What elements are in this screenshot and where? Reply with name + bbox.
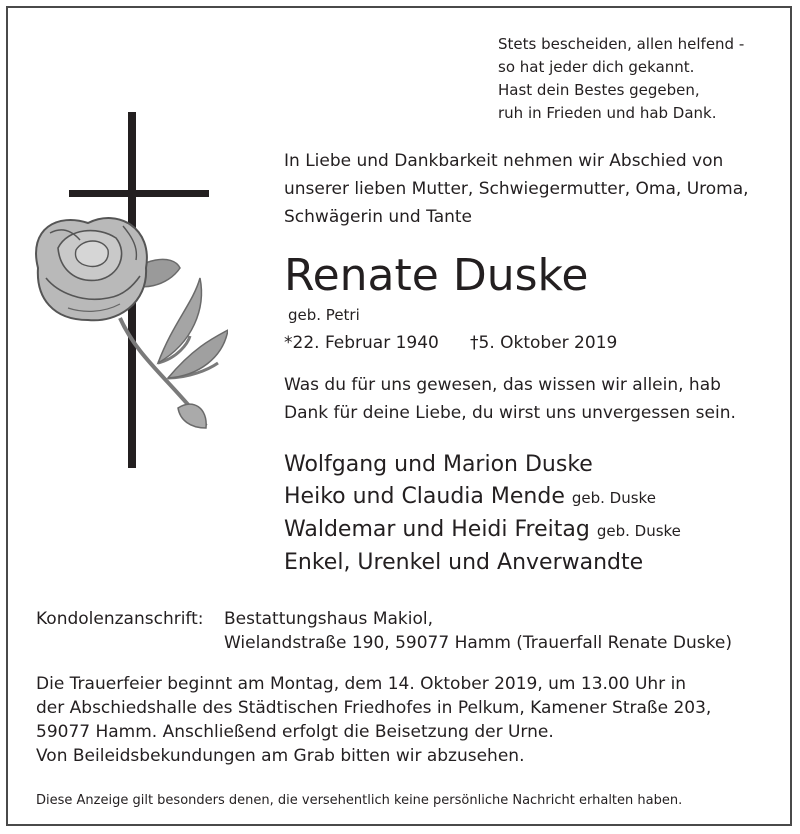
condolence-label: Kondolenzanschrift: xyxy=(36,609,204,629)
intro-line: In Liebe und Dankbarkeit nehmen wir Abschied von xyxy=(284,151,724,171)
poem xyxy=(498,33,744,125)
intro-line: Schwägerin und Tante xyxy=(284,207,473,227)
mourners-list xyxy=(284,449,681,579)
mourner-name: Waldemar und Heidi Freitag xyxy=(284,517,590,542)
mourner-name: Heiko und Claudia Mende xyxy=(284,484,565,509)
tribute-line: Was du für uns gewesen, das wissen wir allein, hab xyxy=(284,375,721,395)
intro-text xyxy=(284,147,749,231)
death-date: †5. Oktober 2019 xyxy=(470,333,618,353)
mourner-line xyxy=(284,449,681,481)
mourner-line xyxy=(284,481,681,514)
condolence-line1: Bestattungshaus Makiol, xyxy=(224,609,433,629)
footer-note: Diese Anzeige gilt besonders denen, die versehentlich keine persönliche Nachricht erhalten haben. xyxy=(36,793,683,808)
mourner-name: Wolfgang und Marion Duske xyxy=(284,452,593,477)
condolence-line2: Wielandstraße 190, 59077 Hamm (Trauerfall Renate Duske) xyxy=(224,633,732,653)
deceased-name: Renate Duske xyxy=(284,250,589,301)
ceremony-line: 59077 Hamm. Anschließend erfolgt die Beisetzung der Urne. xyxy=(36,722,554,742)
mourner-name: Enkel, Urenkel und Anverwandte xyxy=(284,550,644,575)
ceremony-line: der Abschiedshalle des Städtischen Friedhofes in Pelkum, Kamener Straße 203, xyxy=(36,698,712,718)
poem-line: Hast dein Bestes gegeben, xyxy=(498,81,700,99)
mourner-note: geb. Duske xyxy=(571,489,656,507)
cross-horizontal xyxy=(69,190,209,197)
rose-icon xyxy=(36,218,147,320)
poem-line: so hat jeder dich gekannt. xyxy=(498,58,695,76)
ceremony-line: Die Trauerfeier beginnt am Montag, dem 14. Oktober 2019, um 13.00 Uhr in xyxy=(36,674,687,694)
mourner-line xyxy=(284,547,681,579)
ceremony-info xyxy=(36,672,711,768)
maiden-name: geb. Petri xyxy=(288,306,360,324)
mourner-note: geb. Duske xyxy=(596,522,681,540)
intro-line: unserer lieben Mutter, Schwiegermutter, Oma, Uroma, xyxy=(284,179,749,199)
leaf-icon xyxy=(178,404,206,428)
birth-date: *22. Februar 1940 xyxy=(284,333,439,353)
poem-line: Stets bescheiden, allen helfend - xyxy=(498,35,745,53)
ceremony-line: Von Beileidsbekundungen am Grab bitten wir abzusehen. xyxy=(36,746,525,766)
cross-rose-illustration xyxy=(28,108,228,478)
mourner-line xyxy=(284,514,681,547)
tribute-text xyxy=(284,371,736,427)
poem-line: ruh in Frieden und hab Dank. xyxy=(498,104,717,122)
tribute-line: Dank für deine Liebe, du wirst uns unvergessen sein. xyxy=(284,403,736,423)
